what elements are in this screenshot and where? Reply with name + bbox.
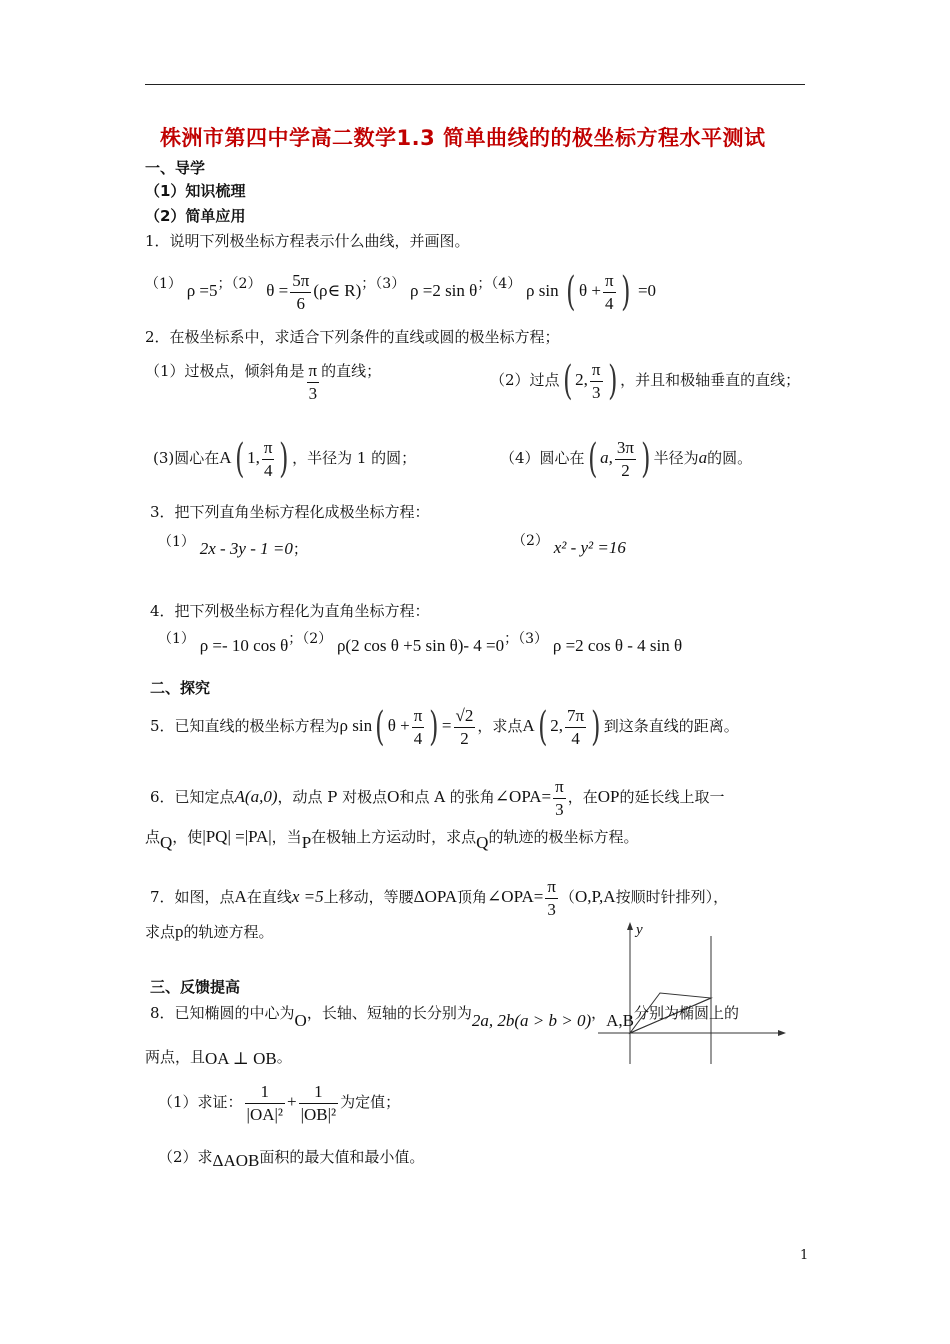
q1-eq-3: ρ =2 sin θ <box>410 281 478 300</box>
q1-label-4: ；（4） <box>477 276 522 292</box>
question-4-text: 4．把下列极坐标方程化为直角坐标方程： <box>150 602 430 620</box>
q1-label-3: ；（3） <box>361 276 406 292</box>
subheading-knowledge: （1）知识梳理 <box>145 182 246 200</box>
q1-eq-1: ρ =5 <box>186 281 218 300</box>
q3-item-1: （1） 2x - 3y - 1 =0； <box>158 534 308 558</box>
q4-items: （1） ρ =- 10 cos θ；（2） ρ(2 cos θ +5 sin θ)- 4 =0；（3） ρ =2 cos θ - 4 sin θ <box>158 631 683 655</box>
y-axis-label: y <box>636 922 643 938</box>
q3-item-2: （2） x² - y² =16 <box>512 533 626 557</box>
subheading-application: （2）简单应用 <box>145 207 246 225</box>
question-8-part-1: （1）求证： $\frac{1}{\text{|OA|²}}$ + $\frac{1}{\text{|OB|²}}$ 为定值； <box>158 1081 401 1124</box>
section-heading-3: 三、反馈提高 <box>150 978 241 996</box>
page-number: 1 <box>800 1248 809 1263</box>
header-rule <box>145 84 805 85</box>
q1-frac-2: $\frac{5\pi}{6}$ <box>292 270 310 313</box>
q1-eq-2b: (ρ∈ R) <box>313 281 362 300</box>
question-5: 5．已知直线的极坐标方程为ρ sin( θ + $\frac{\pi}{4}$ ) = $\frac{√2}{2}$ ，求点A( 2, $\frac{7\pi}{4}$ ) 到这条直线的距离。 <box>150 704 739 750</box>
q1-eq-2a: θ = <box>266 281 289 300</box>
section-heading-2: 二、探究 <box>150 679 211 697</box>
q2-item-4: （4）圆心在( a, $\frac{3\pi}{2}$ ) 半径为a的圆。 <box>500 436 753 482</box>
q1-eq-4b: θ + <box>578 281 601 300</box>
q2-item-2: （2）过点( 2, $\frac{\pi}{3}$ ) ，并且和极轴垂直的直线； <box>490 358 801 404</box>
q2-item-3: (3)圆心在A( 1, $\frac{\pi}{4}$ ) ，半径为 1 的圆； <box>153 436 417 482</box>
question-7-line-1: 7．如图，点A在直线x =5上移动，等腰ΔOPA顶角∠OPA= $\frac{\pi}{3}$ （O,P,A按顺时针排列）， <box>150 876 729 919</box>
y-axis-arrow <box>627 922 633 930</box>
question-1-text: 1．说明下列极坐标方程表示什么曲线，并画图。 <box>145 232 470 250</box>
q1-eq-4a: ρ sin <box>526 281 559 300</box>
question-2-text: 2．在极坐标系中，求适合下列条件的直线或圆的极坐标方程； <box>145 328 560 346</box>
x-axis-arrow <box>778 1030 786 1036</box>
q2-frac-1: $\frac{\pi}{3}$ <box>308 361 318 403</box>
question-6-line-2: 点Q，使|PQ| =|PA|，当P在极轴上方运动时，求点Q的轨迹的极坐标方程。 <box>145 827 639 852</box>
q1-eq-4c: =0 <box>637 281 657 300</box>
question-1-items: （1） ρ =5；（2） θ = $\frac{5\pi}{6}$ (ρ∈ R)；（3） ρ =2 sin θ；（4） ρ sin ( θ + $\frac{\pi}{4}$ ) =0 <box>145 269 657 315</box>
coordinate-figure <box>598 918 788 1068</box>
question-8-line-1: 8．已知椭圆的中心为O，长轴、短轴的长分别为2a, 2b(a > b > 0)，A,B分别为椭圆上的 <box>150 1004 740 1030</box>
q1-frac-4: $\frac{\pi}{4}$ <box>604 270 614 313</box>
section-heading-1: 一、导学 <box>145 159 206 177</box>
question-8-part-2: （2）求ΔAOB面积的最大值和最小值。 <box>158 1148 425 1170</box>
question-7-line-2: 求点p的轨迹方程。 <box>145 922 274 941</box>
page-title: 株洲市第四中学高二数学1.3 简单曲线的的极坐标方程水平测试 <box>160 126 766 150</box>
question-6-line-1: 6．已知定点A(a,0)，动点 P 对极点O和点 A 的张角∠OPA= $\frac{\pi}{3}$ ，在OP的延长线上取一 <box>150 776 725 819</box>
question-3-text: 3．把下列直角坐标方程化成极坐标方程： <box>150 503 430 521</box>
question-8-line-2: 两点，且OA ⊥ OB。 <box>145 1048 292 1068</box>
q1-label-1: （1） <box>145 276 182 292</box>
q2-item-1: （1）过极点，倾斜角是 $\frac{\pi}{3}$ 的直线； <box>145 361 382 403</box>
q1-label-2: ；（2） <box>217 276 262 292</box>
